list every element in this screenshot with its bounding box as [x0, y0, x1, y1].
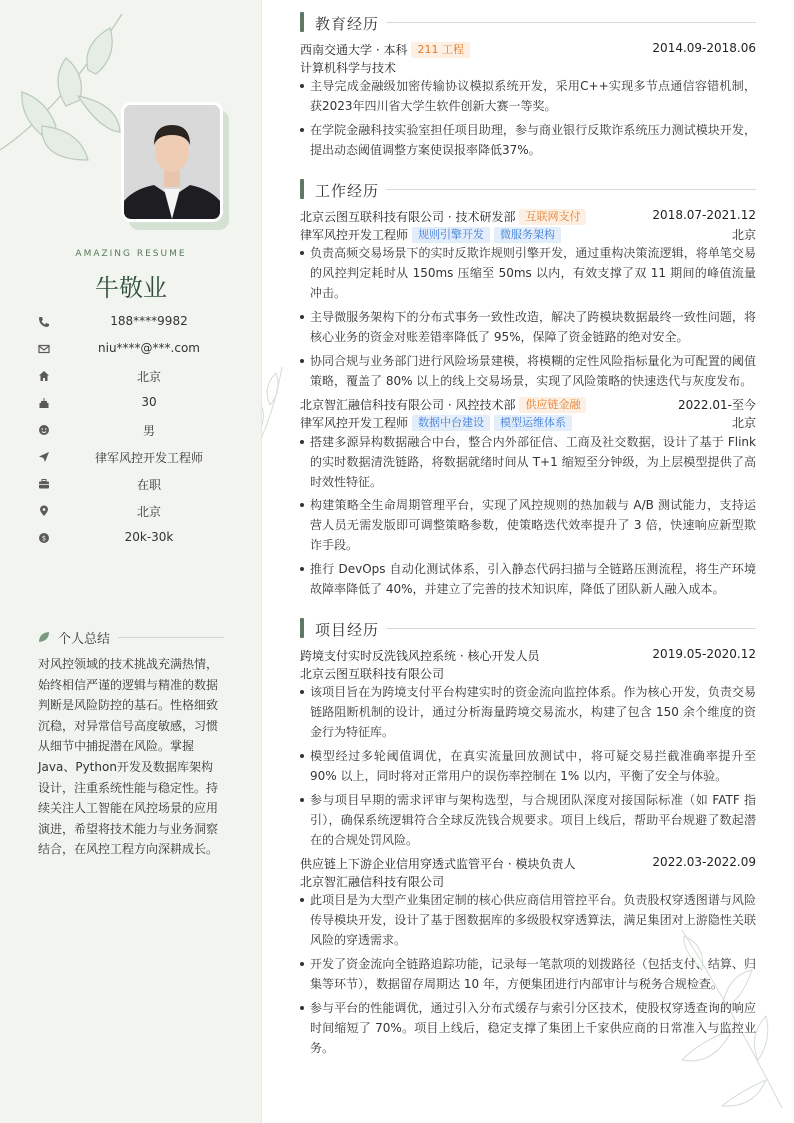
briefcase-icon	[38, 478, 50, 490]
list-item: 开发了资金流向全链路追踪功能，记录每一笔款项的划拨路径（包括支付、结算、归集等环节），数据留存周期达 10 年，方便集团进行内部审计与税务合规检查。	[300, 954, 756, 994]
project-period: 2022.03-2022.09	[652, 855, 756, 869]
project-entry-header	[300, 855, 756, 873]
company-tag: 互联网支付	[519, 209, 586, 225]
work-period: 2022.01-至今	[678, 398, 756, 412]
role-tag: 模型运维体系	[494, 415, 572, 431]
work-role-row	[300, 414, 756, 432]
mail-icon	[38, 343, 50, 355]
education-major-row	[300, 59, 756, 77]
gender-value: 男	[142, 424, 155, 438]
education-title: 教育经历	[315, 15, 380, 33]
info-salary	[38, 530, 238, 548]
role-name: 律军风控开发工程师	[300, 228, 409, 242]
avatar-portrait-icon	[124, 105, 220, 219]
work-entry-header	[300, 208, 756, 226]
work-entry-header	[300, 396, 756, 414]
major-name: 计算机科学与技术	[300, 61, 397, 75]
section-accent-bar	[300, 179, 304, 199]
project-period: 2019.05-2020.12	[652, 647, 756, 661]
status-value: 在职	[136, 478, 161, 492]
role-tag: 微服务架构	[494, 227, 561, 243]
work-section-header	[300, 179, 756, 199]
gender-icon	[38, 424, 50, 436]
leaf-decoration-icon	[262, 365, 302, 475]
avatar	[121, 102, 223, 222]
svg-text:$: $	[41, 534, 47, 543]
send-icon	[38, 451, 50, 463]
location-pin-icon	[38, 505, 50, 517]
company-tag: 供应链金融	[519, 397, 586, 413]
location-value: 北京	[136, 505, 161, 519]
phone-value: 188****9982	[110, 314, 188, 328]
work-city: 北京	[731, 416, 756, 430]
company-name: 北京智汇融信科技有限公司 · 风控技术部	[300, 398, 516, 412]
list-item: 搭建多源异构数据融合中台，整合内外部征信、工商及社交数据，设计了基于 Flink 的实时数据清洗链路，将数据就绪时间从 T+1 缩短至分钟级，为上层模型提供了高时效性特征。	[300, 432, 756, 492]
project-company: 北京云图互联科技有限公司	[300, 667, 445, 681]
work-period: 2018.07-2021.12	[652, 208, 756, 222]
leaf-icon	[38, 631, 50, 643]
info-phone	[38, 314, 238, 332]
list-item: 负责高频交易场景下的实时反欺诈规则引擎开发，通过重构决策流逻辑，将单笔交易的风控判定耗时从 150ms 压缩至 50ms 以内，有效支撑了双 11 期间的峰值流量冲击。	[300, 243, 756, 303]
school-tag: 211 工程	[411, 42, 470, 58]
info-position	[38, 449, 238, 467]
work-role-row	[300, 226, 756, 244]
section-divider	[386, 628, 756, 629]
home-value: 北京	[136, 370, 161, 384]
project-name: 供应链上下游企业信用穿透式监管平台 · 模块负责人	[300, 857, 576, 871]
email-value: niu****@***.com	[98, 341, 200, 355]
education-section-header	[300, 12, 756, 32]
list-item: 推行 DevOps 自动化测试体系，引入静态代码扫描与全链路压测流程，将生产环境故障率降低了 40%，并建立了完善的技术知识库，降低了团队新人融入成本。	[300, 559, 756, 599]
work-title: 工作经历	[315, 182, 380, 200]
work-city: 北京	[731, 228, 756, 242]
section-divider	[386, 189, 756, 190]
home-icon	[38, 370, 50, 382]
list-item: 主导完成金融级加密传输协议模拟系统开发，采用C++实现多节点通信容错机制，获2023年四川省大学生软件创新大赛一等奖。	[300, 76, 756, 116]
salary-icon	[38, 532, 50, 544]
list-item: 参与平台的性能调优，通过引入分布式缓存与索引分区技术，使股权穿透查询的响应时间缩短了 70%。项目上线后，稳定支撑了集团上千家供应商的日常准入与监控业务。	[300, 998, 756, 1058]
summary-divider	[118, 637, 224, 638]
company-name: 北京云图互联科技有限公司 · 技术研发部	[300, 210, 516, 224]
list-item: 协同合规与业务部门进行风险场景建模，将模糊的定性风险指标量化为可配置的阈值策略，覆盖了 80% 以上的线上交易场景，实现了风险策略的快速迭代与灰度发布。	[300, 351, 756, 391]
list-item: 在学院金融科技实验室担任项目助理，参与商业银行反欺诈系统压力测试模块开发，提出动态阈值调整方案使误报率降低37%。	[300, 120, 756, 160]
list-item: 此项目是为大型产业集团定制的核心供应商信用管控平台。负责股权穿透图谱与风险传导模块开发，设计了基于图数据库的多级股权穿透算法，满足集团对上游隐性关联风险的穿透需求。	[300, 890, 756, 950]
project-company-row	[300, 665, 756, 683]
sidebar	[0, 0, 262, 1123]
section-accent-bar	[300, 618, 304, 638]
age-value: 30	[141, 395, 157, 409]
cake-icon	[38, 397, 50, 409]
candidate-name: 牛敬业	[95, 274, 167, 302]
phone-icon	[38, 316, 50, 328]
list-item: 构建策略全生命周期管理平台，实现了风控规则的热加载与 A/B 测试能力，支持运营人员无需发版即可调整策略参数，使策略迭代效率提升了 3 倍，快速响应新型欺诈手段。	[300, 495, 756, 555]
info-status	[38, 476, 238, 494]
section-divider	[386, 22, 756, 23]
project-company: 北京智汇融信科技有限公司	[300, 875, 445, 889]
project-company-row	[300, 873, 756, 891]
main-content	[262, 0, 794, 1123]
list-item: 模型经过多轮阈值调优，在真实流量回放测试中，将可疑交易拦截准确率提升至 90% 以上，同时将对正常用户的误伤率控制在 1% 以内，平衡了安全与体验。	[300, 746, 756, 786]
project-entry-header	[300, 647, 756, 665]
info-home	[38, 368, 238, 386]
resume-tagline: AMAZING RESUME	[75, 249, 187, 259]
project-name: 跨境支付实时反洗钱风控系统 · 核心开发人员	[300, 649, 540, 663]
role-name: 律军风控开发工程师	[300, 416, 409, 430]
list-item: 该项目旨在为跨境支付平台构建实时的资金流向监控体系。作为核心开发，负责交易链路阻断机制的设计，通过分析海量跨境交易流水，构建了包含 150 余个维度的资金行为特征库。	[300, 682, 756, 742]
summary-header	[38, 628, 224, 646]
education-period: 2014.09-2018.06	[652, 41, 756, 55]
role-tag: 规则引擎开发	[412, 227, 490, 243]
info-age	[38, 395, 238, 413]
info-location	[38, 503, 238, 521]
list-item: 主导微服务架构下的分布式事务一致性改造，解决了跨模块数据最终一致性问题，将核心业务的资金对账差错率降低了 95%，保障了资金链路的绝对安全。	[300, 307, 756, 347]
position-value: 律军风控开发工程师	[94, 451, 203, 465]
school-name: 西南交通大学 · 本科	[300, 43, 408, 57]
projects-title: 项目经历	[315, 621, 380, 639]
role-tag: 数据中台建设	[412, 415, 490, 431]
info-email	[38, 341, 238, 359]
education-entry-header	[300, 41, 756, 59]
projects-section-header	[300, 618, 756, 638]
info-gender	[38, 422, 238, 440]
summary-text: 对风控领域的技术挑战充满热情，始终相信严谨的逻辑与精准的数据判断是风险防控的基石。性格细致沉稳，对异常信号高度敏感，习惯从细节中捕捉潜在风险。掌握Java、Python开发及数据库架构设计，注重系统性能与稳定性。持续关注人工智能在风控场景的应用演进，希望将技术能力与业务洞察结合，在风控工程方向深耕成长。	[38, 657, 219, 857]
salary-value: 20k-30k	[124, 530, 174, 544]
section-accent-bar	[300, 12, 304, 32]
list-item: 参与项目早期的需求评审与架构选型，与合规团队深度对接国际标准（如 FATF 指引），确保系统逻辑符合全球反洗钱合规要求。项目上线后，帮助平台规避了数起潜在的合规处罚风险。	[300, 790, 756, 850]
summary-title: 个人总结	[58, 632, 111, 647]
